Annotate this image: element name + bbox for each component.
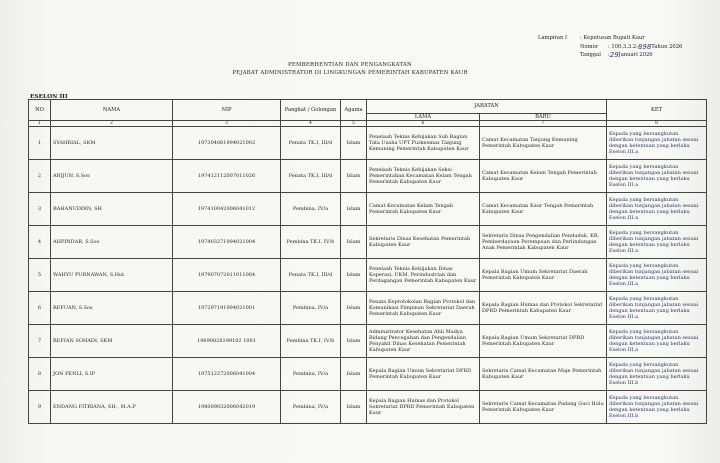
row-jabatan-lama: Penata Keprotokolan Bagian Protokol dan Komunikasi Pimpinan Sekretariat Daerah Pemerintah Kabupaten Kaur <box>367 292 480 325</box>
row-nama: SYAHRIAL, SKM <box>51 127 173 160</box>
nomor-tail: Tahun 2026 <box>651 43 683 50</box>
row-number: 4 <box>29 226 51 259</box>
header-lama: LAMA <box>367 114 480 121</box>
table-row <box>29 292 707 325</box>
header-pangkat: Pangkat / Golongan <box>281 100 341 121</box>
row-jabatan-lama: Administrator Kesehatan Ahli Madya Bidang Pencegahan dan Pengendalian Penyakit Dinas Kesehatan Pemerintah Kabupaten Kaur <box>367 325 480 358</box>
col-number: 1 <box>29 121 51 127</box>
row-jabatan-baru: Sekretaris Camat Kecamatan Maje Pemerintah Kabupaten Kaur <box>480 358 607 391</box>
row-keterangan: Kepada yang bersangkutan diberikan tunjangan jabatan sesuai dengan ketentuan yang berlaku Eselon III.a <box>607 292 707 325</box>
row-jabatan-lama: Kepala Bagian Humas dan Protokol Sekretariat DPRD Pemerintah Kabupaten Kaur <box>367 391 480 424</box>
row-jabatan-lama: Penelaah Teknis Kebijakan Sub Bagian Tata Usaha UPT Puskesmas Tanjung Kemuning Pemerintah Kabupaten Kaur <box>367 127 480 160</box>
row-number: 5 <box>29 259 51 292</box>
col-number: 5 <box>341 121 367 127</box>
row-nama: ENDANG FITRIANA, SH., M.A.P <box>51 391 173 424</box>
col-number: 2 <box>51 121 173 127</box>
row-jabatan-baru: Sekretaris Camat Kecamatan Padang Guci Hulu Pemerintah Kabupaten Kaur <box>480 391 607 424</box>
row-jabatan-lama: Kepala Bagian Umum Sekretariat DPRD Pemerintah Kabupaten Kaur <box>367 358 480 391</box>
header-nip: NIP <box>173 100 281 121</box>
row-nip: 197207191994021001 <box>173 292 281 325</box>
row-keterangan: Kepada yang bersangkutan diberikan tunjangan jabatan sesuai dengan ketentuan yang berlaku Eselon III.a <box>607 193 707 226</box>
row-nip: 197907072011011004 <box>173 259 281 292</box>
row-agama: Islam <box>341 160 367 193</box>
row-nama: ARIJUN, S.Sos <box>51 160 173 193</box>
header-agama: Agama <box>341 100 367 121</box>
row-keterangan: Kepada yang bersangkutan diberikan tunjangan jabatan sesuai dengan ketentuan yang berlaku Eselon III.b <box>607 358 707 391</box>
row-number: 8 <box>29 358 51 391</box>
row-agama: Islam <box>341 226 367 259</box>
col-number: 6 <box>367 121 480 127</box>
row-number: 3 <box>29 193 51 226</box>
row-pangkat: Penata TK.I, III/d <box>281 259 341 292</box>
row-jabatan-baru: Camat Kecamatan Kaur Tengah Pemerintah Kabupaten Kaur <box>480 193 607 226</box>
tanggal-label: Tanggal <box>580 52 601 59</box>
row-jabatan-lama: Sekretaris Dinas Kesehatan Pemerintah Kabupaten Kaur <box>367 226 480 259</box>
nomor-handwritten: 898 <box>637 42 652 51</box>
eselon-label: ESELON III <box>30 94 68 100</box>
row-jabatan-baru: Kepala Bagian Umum Sekretariat Daerah Pemerintah Kabupaten Kaur <box>480 259 607 292</box>
col-number: 7 <box>480 121 607 127</box>
lampiran-sep: : <box>580 35 582 41</box>
row-nip: 197403271994021004 <box>173 226 281 259</box>
row-keterangan: Kepada yang bersangkutan diberikan tunjangan jabatan sesuai dengan ketentuan yang berlaku Eselon III.a <box>607 259 707 292</box>
row-jabatan-baru: Sekretaris Dinas Pengendalian Penduduk, KB, Pemberdayaan Perempuan dan Perlindungan Anak Pemerintah Kabupaten Kaur <box>480 226 607 259</box>
lampiran-title: Keputusan Bupati Kaur <box>583 35 645 41</box>
row-jabatan-baru: Camat Kecamatan Tanjung Kemuning Pemerintah Kabupaten Kaur <box>480 127 607 160</box>
table-row <box>29 259 707 292</box>
row-agama: Islam <box>341 325 367 358</box>
table-row <box>29 127 707 160</box>
col-number: 8 <box>607 121 707 127</box>
row-keterangan: Kepada yang bersangkutan diberikan tunjangan jabatan sesuai dengan ketentuan yang berlaku Eselon III.a <box>607 127 707 160</box>
row-jabatan-lama: Penelaah Teknis Kebijakan Seksi Pemerintahan Kecamatan Kelam Tengah Pemerintah Kabupaten Kaur <box>367 160 480 193</box>
row-nip: 197512272006041004 <box>173 358 281 391</box>
table-row <box>29 160 707 193</box>
col-number: 4 <box>281 121 341 127</box>
lampiran-label: Lampiran I <box>538 35 568 41</box>
row-agama: Islam <box>341 358 367 391</box>
table-row <box>29 391 707 424</box>
row-nama: AHPINDAR, S.Sos <box>51 226 173 259</box>
row-keterangan: Kepada yang bersangkutan diberikan tunjangan jabatan sesuai dengan ketentuan yang berlaku Eselon III.a <box>607 160 707 193</box>
tanggal-tail: Januari 2026 <box>618 52 653 59</box>
row-pangkat: Pembina TK.I, IV/b <box>281 325 341 358</box>
row-nip: 198009032006042019 <box>173 391 281 424</box>
row-nip: 197304061994021002 <box>173 127 281 160</box>
row-agama: Islam <box>341 127 367 160</box>
row-nama: JON PENLI, S.IP <box>51 358 173 391</box>
row-keterangan: Kepada yang bersangkutan diberikan tunjangan jabatan sesuai dengan ketentuan yang berlaku Eselon III.a <box>607 325 707 358</box>
row-number: 9 <box>29 391 51 424</box>
row-jabatan-baru: Kepala Bagian Humas dan Protokol Sekretariat DPRD Pemerintah Kabupaten Kaur <box>480 292 607 325</box>
tanggal-prefix: : <box>608 52 610 59</box>
tanggal-handwritten: 29 <box>609 51 619 60</box>
row-pangkat: Pembina, IV/a <box>281 292 341 325</box>
row-number: 6 <box>29 292 51 325</box>
row-pangkat: Pembina, IV/a <box>281 358 341 391</box>
table-row <box>29 358 707 391</box>
table-row <box>29 193 707 226</box>
row-nip: 19690828199102 1001 <box>173 325 281 358</box>
heading-line-2: PEJABAT ADMINISTRATOR DI LINGKUNGAN PEMERINTAH KABUPATEN KAUR <box>232 70 468 76</box>
lampiran-block <box>538 34 682 60</box>
row-nip: 197410042006041012 <box>173 193 281 226</box>
row-pangkat: Penata TK.I, III/d <box>281 160 341 193</box>
row-pangkat: Pembina, IV/a <box>281 193 341 226</box>
row-pangkat: Penata TK.I, III/d <box>281 127 341 160</box>
row-nama: REFIAN SOHADI, SKM <box>51 325 173 358</box>
row-nip: 197412112007011026 <box>173 160 281 193</box>
table-row <box>29 226 707 259</box>
row-number: 1 <box>29 127 51 160</box>
row-keterangan: Kepada yang bersangkutan diberikan tunjangan jabatan sesuai dengan ketentuan yang berlaku Eselon III.a <box>607 226 707 259</box>
row-jabatan-baru: Camat Kecamatan Kelam Tengah Pemerintah Kabupaten Kaur <box>480 160 607 193</box>
row-number: 7 <box>29 325 51 358</box>
row-nama: REFUAN, S.Sos <box>51 292 173 325</box>
row-number: 2 <box>29 160 51 193</box>
header-ket: KET <box>607 100 707 121</box>
document-heading <box>200 61 500 77</box>
nomor-label: Nomor <box>580 43 599 50</box>
row-pangkat: Pembina, IV/a <box>281 391 341 424</box>
table-row <box>29 325 707 358</box>
row-pangkat: Pembina TK.I, IV/b <box>281 226 341 259</box>
row-agama: Islam <box>341 259 367 292</box>
row-agama: Islam <box>341 193 367 226</box>
row-nama: BAHANUDDIN, SH <box>51 193 173 226</box>
header-nama: NAMA <box>51 100 173 121</box>
nomor-value: : 100.3.3.2- <box>608 43 638 50</box>
row-keterangan: Kepada yang bersangkutan diberikan tunjangan jabatan sesuai dengan ketentuan yang berlaku Eselon III.b <box>607 391 707 424</box>
row-agama: Islam <box>341 292 367 325</box>
header-no: NO <box>29 100 51 121</box>
row-nama: WAHYU PURNAWAN, S.Hut <box>51 259 173 292</box>
row-agama: Islam <box>341 391 367 424</box>
header-jabatan: JABATAN <box>367 100 607 114</box>
header-baru: BARU <box>480 114 607 121</box>
row-jabatan-baru: Kepala Bagian Umum Sekretariat DPRD Pemerintah Kabupaten Kaur <box>480 325 607 358</box>
col-number: 3 <box>173 121 281 127</box>
jabatan-table <box>28 99 707 424</box>
heading-line-1: PEMBERHENTIAN DAN PENGANGKATAN <box>288 62 412 68</box>
row-jabatan-lama: Camat Kecamatan Kelam Tengah Pemerintah Kabupaten Kaur <box>367 193 480 226</box>
row-jabatan-lama: Penelaah Teknis Kebijakan Dinas Koperasi, UKM, Perindustrian dan Perdagangan Pemerintah Kabupaten Kaur <box>367 259 480 292</box>
